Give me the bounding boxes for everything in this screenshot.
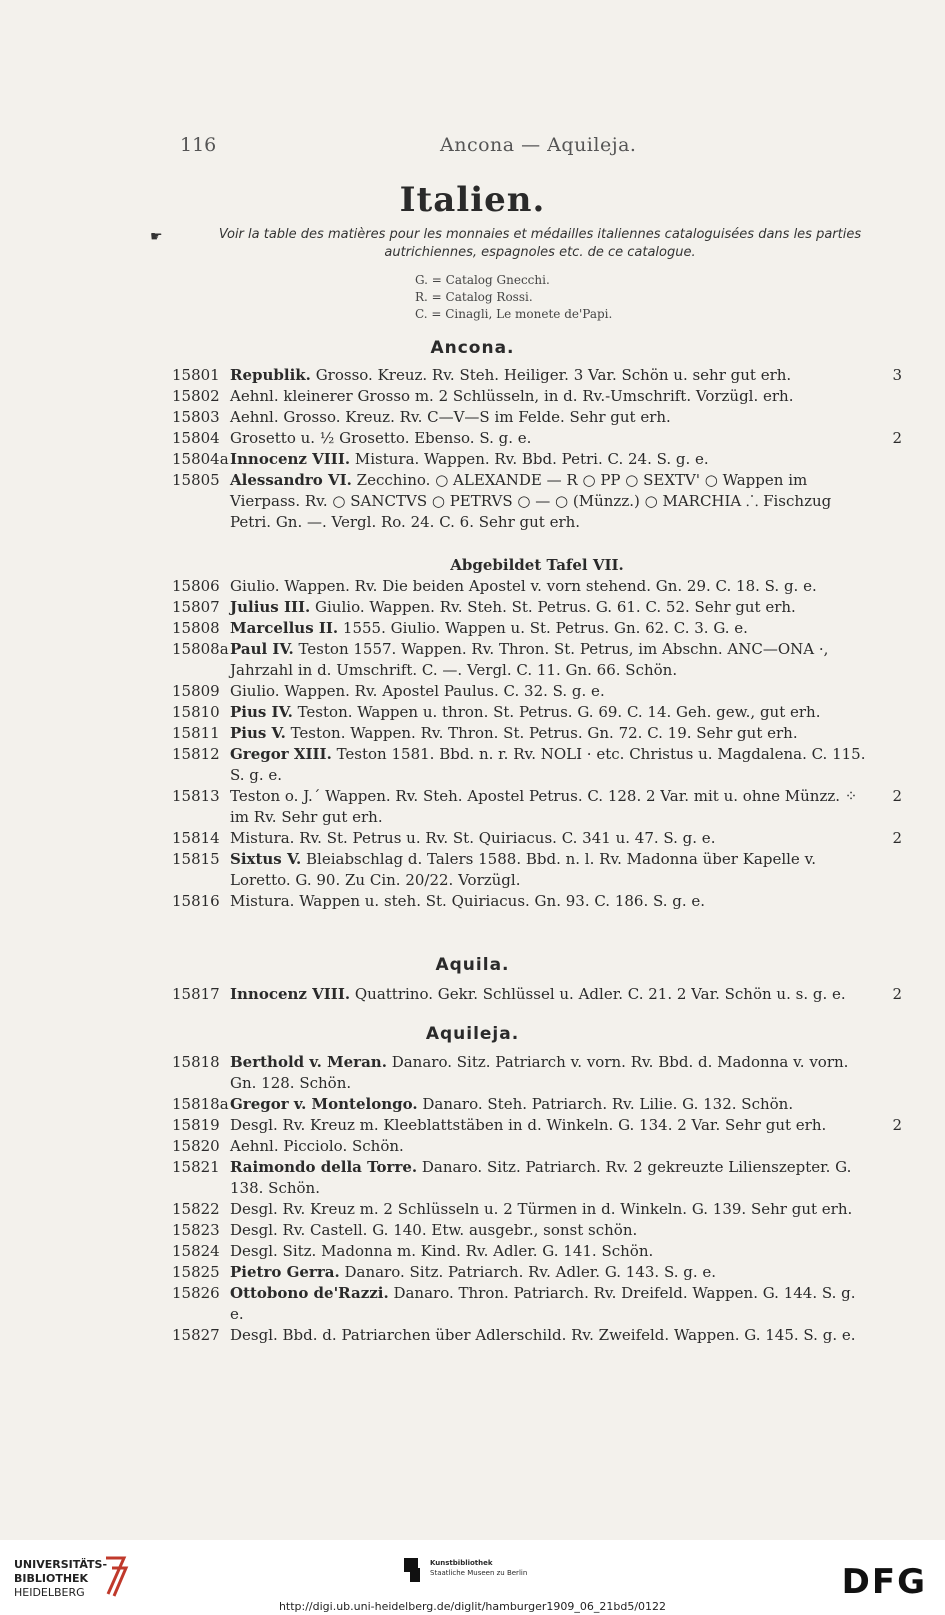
- entry-description: Mistura. Wappen. Rv. Bbd. Petri. C. 24. S. g. e.: [354, 450, 709, 468]
- catalogue-entry: [172, 1094, 902, 1115]
- entry-price: 3: [892, 366, 902, 384]
- catalogue-entry: [172, 639, 902, 681]
- ub-heidelberg-icon: [96, 1554, 130, 1600]
- abbreviation-item: G. = Catalog Gnecchi.: [415, 273, 550, 287]
- footer-bar: [0, 1540, 945, 1615]
- catalogue-entry: [172, 618, 902, 639]
- entry-number: 15802: [172, 387, 220, 405]
- entry-description: Teston 1557. Wappen. Rv. Thron. St. Petrus, im Abschn. ANC—ONA ·, Jahrzahl in d. Umschrift. C. —. Vergl. C. 11. Gn. 66. Schön.: [230, 640, 829, 679]
- entry-description: Teston 1581. Bbd. n. r. Rv. NOLI · etc. Christus u. Magdalena. C. 115. S. g. e.: [230, 745, 866, 784]
- catalogue-entry: [172, 1115, 902, 1136]
- entry-price: 2: [892, 1116, 902, 1134]
- entry-price: 2: [892, 787, 902, 805]
- entry-description: Teston. Wappen u. thron. St. Petrus. G. 69. C. 14. Geh. gew., gut erh.: [297, 703, 821, 721]
- catalogue-entry: [172, 849, 902, 891]
- entry-number: 15822: [172, 1200, 220, 1218]
- entry-number: 15815: [172, 850, 220, 868]
- ancona-entries: [172, 365, 902, 533]
- entry-description: Giulio. Wappen. Rv. Steh. St. Petrus. G. 61. C. 52. Sehr gut erh.: [315, 598, 796, 616]
- ub-heidelberg-logo-text: UNIVERSITÄTS- BIBLIOTHEK HEIDELBERG: [14, 1558, 108, 1599]
- catalogue-entry: [172, 1283, 902, 1325]
- entry-number: 15807: [172, 598, 220, 616]
- entry-ruler-name: Pius IV.: [230, 703, 293, 721]
- entry-description: Grosetto u. ½ Grosetto. Ebenso. S. g. e.: [230, 429, 532, 447]
- entry-number: 15826: [172, 1284, 220, 1302]
- catalogue-entry: [172, 470, 902, 533]
- catalogue-entry: [172, 744, 902, 786]
- dfg-logo: DFG: [841, 1562, 927, 1602]
- note-line-2: autrichiennes, espagnoles etc. de ce catalogue.: [384, 245, 696, 260]
- catalogue-entry: [172, 407, 902, 428]
- entry-number: 15805: [172, 471, 220, 489]
- catalogue-entry: [172, 597, 902, 618]
- entry-description: Aehnl. kleinerer Grosso m. 2 Schlüsseln, in d. Rv.-Umschrift. Vorzügl. erh.: [230, 387, 794, 405]
- catalogue-entry: [172, 828, 902, 849]
- entry-number: 15814: [172, 829, 220, 847]
- entry-number: 15823: [172, 1221, 220, 1239]
- entry-description: Danaro. Sitz. Patriarch v. vorn. Rv. Bbd. d. Madonna v. vorn. Gn. 128. Schön.: [230, 1053, 849, 1092]
- entry-description: 1555. Giulio. Wappen u. St. Petrus. Gn. 62. C. 3. G. e.: [342, 619, 748, 637]
- entry-description: Desgl. Rv. Kreuz m. 2 Schlüsseln u. 2 Türmen in d. Winkeln. G. 139. Sehr gut erh.: [230, 1200, 853, 1218]
- entry-number: 15811: [172, 724, 220, 742]
- page-title: Italien.: [399, 180, 546, 220]
- entry-number: 15824: [172, 1242, 220, 1260]
- catalogue-entry: [172, 1157, 902, 1199]
- entry-ruler-name: Republik.: [230, 366, 311, 384]
- entry-description: Zecchino. ○ ALEXANDE — R ○ PP ○ SEXTV' ○ Wappen im Vierpass. Rv. ○ SANCTVS ○ PETRVS ○ — ○ (Münzz.) ○ MARCHIA ⸫ Fischzug Petri. Gn. —. Vergl. Ro. 24. C. 6. Sehr gut erh.: [230, 471, 832, 531]
- entry-description: Danaro. Thron. Patriarch. Rv. Dreifeld. Wappen. G. 144. S. g. e.: [230, 1284, 856, 1323]
- entry-description: Aehnl. Picciolo. Schön.: [230, 1137, 404, 1155]
- entry-number: 15804a: [172, 450, 229, 468]
- entry-ruler-name: Innocenz VIII.: [230, 450, 351, 468]
- catalogue-entry: [172, 1262, 902, 1283]
- entry-ruler-name: Marcellus II.: [230, 619, 339, 637]
- catalogue-entry: [172, 1241, 902, 1262]
- entry-description: Mistura. Wappen u. steh. St. Quiriacus. Gn. 93. C. 186. S. g. e.: [230, 892, 706, 910]
- entry-number: 15803: [172, 408, 220, 426]
- catalogue-entry: [172, 1199, 902, 1220]
- entry-description: Giulio. Wappen. Rv. Die beiden Apostel v. vorn stehend. Gn. 29. C. 18. S. g. e.: [230, 577, 817, 595]
- entry-ruler-name: Berthold v. Meran.: [230, 1053, 387, 1071]
- catalogue-entry: [172, 428, 902, 449]
- entry-number: 15806: [172, 577, 220, 595]
- entry-price: 2: [892, 985, 902, 1003]
- entry-number: 15804: [172, 429, 220, 447]
- ancona-entries-continued: [172, 576, 902, 912]
- catalogue-entry: [172, 1220, 902, 1241]
- entry-number: 15825: [172, 1263, 220, 1281]
- catalogue-entry: [172, 723, 902, 744]
- catalogue-entry: [172, 1052, 902, 1094]
- kunstbibliothek-text: Kunstbibliothek Staatliche Museen zu Berlin: [430, 1559, 528, 1577]
- entry-ruler-name: Julius III.: [230, 598, 311, 616]
- entry-description: Aehnl. Grosso. Kreuz. Rv. C—V—S im Felde. Sehr gut erh.: [230, 408, 671, 426]
- pointing-hand-icon: ☛: [150, 229, 163, 245]
- entry-ruler-name: Raimondo della Torre.: [230, 1158, 418, 1176]
- entry-number: 15820: [172, 1137, 220, 1155]
- entry-number: 15801: [172, 366, 220, 384]
- entry-number: 15818a: [172, 1095, 229, 1113]
- catalogue-entry: [172, 891, 902, 912]
- catalogue-entry: [172, 386, 902, 407]
- aquileja-entries: [172, 1052, 902, 1346]
- entry-ruler-name: Alessandro VI.: [230, 471, 352, 489]
- note-line-1: Voir la table des matières pour les monnaies et médailles italiennes cataloguisées dans les parties: [218, 227, 862, 242]
- section-heading-aquila: Aquila.: [435, 955, 510, 975]
- entry-number: 15813: [172, 787, 220, 805]
- abbreviation-list: [415, 272, 612, 323]
- source-url-link[interactable]: http://digi.ub.uni-heidelberg.de/diglit/hamburger1909_06_21bd5/0122: [278, 1600, 667, 1613]
- entry-ruler-name: Innocenz VIII.: [230, 985, 351, 1003]
- entry-description: Giulio. Wappen. Rv. Apostel Paulus. C. 32. S. g. e.: [230, 682, 605, 700]
- entry-number: 15819: [172, 1116, 220, 1134]
- entry-ruler-name: Pietro Gerra.: [230, 1263, 340, 1281]
- entry-number: 15821: [172, 1158, 220, 1176]
- entry-description: Teston o. J.´ Wappen. Rv. Steh. Apostel Petrus. C. 128. 2 Var. mit u. ohne Münzz. ⁘ im Rv. Sehr gut erh.: [230, 787, 858, 826]
- entry-description: Mistura. Rv. St. Petrus u. Rv. St. Quiriacus. C. 341 u. 47. S. g. e.: [230, 829, 716, 847]
- entry-description: Desgl. Rv. Kreuz m. Kleeblattstäben in d. Winkeln. G. 134. 2 Var. Sehr gut erh.: [230, 1116, 827, 1134]
- entry-number: 15810: [172, 703, 220, 721]
- entry-number: 15809: [172, 682, 220, 700]
- entry-ruler-name: Gregor XIII.: [230, 745, 332, 763]
- entry-description: Danaro. Sitz. Patriarch. Rv. Adler. G. 143. S. g. e.: [344, 1263, 717, 1281]
- catalogue-entry: [172, 984, 902, 1005]
- abbreviation-item: R. = Catalog Rossi.: [415, 290, 533, 304]
- entry-number: 15812: [172, 745, 220, 763]
- entry-description: Desgl. Bbd. d. Patriarchen über Adlerschild. Rv. Zweifeld. Wappen. G. 145. S. g. e.: [230, 1326, 856, 1344]
- entry-price: 2: [892, 429, 902, 447]
- entry-description: Bleiabschlag d. Talers 1588. Bbd. n. l. Rv. Madonna über Kapelle v. Loretto. G. 90. Zu Cin. 20/22. Vorzügl.: [230, 850, 817, 889]
- section-heading-ancona: Ancona.: [430, 338, 515, 358]
- running-title: Ancona — Aquileja.: [440, 134, 637, 156]
- entry-ruler-name: Paul IV.: [230, 640, 294, 658]
- entry-description: Danaro. Steh. Patriarch. Rv. Lilie. G. 132. Schön.: [422, 1095, 794, 1113]
- catalogue-entry: [172, 576, 902, 597]
- entry-description: Quattrino. Gekr. Schlüssel u. Adler. C. 21. 2 Var. Schön u. s. g. e.: [354, 985, 846, 1003]
- entry-number: 15808: [172, 619, 220, 637]
- catalogue-entry: [172, 1325, 902, 1346]
- entry-number: 15818: [172, 1053, 220, 1071]
- entry-description: Desgl. Rv. Castell. G. 140. Etw. ausgebr., sonst schön.: [230, 1221, 638, 1239]
- plate-reference: [172, 555, 902, 576]
- catalogue-entry: [172, 786, 902, 828]
- entry-description: Grosso. Kreuz. Rv. Steh. Heiliger. 3 Var. Schön u. sehr gut erh.: [315, 366, 792, 384]
- aquila-entries: [172, 984, 902, 1005]
- page-number: 116: [180, 134, 217, 156]
- entry-ruler-name: Ottobono de'Razzi.: [230, 1284, 389, 1302]
- entry-ruler-name: Sixtus V.: [230, 850, 302, 868]
- entry-number: 15816: [172, 892, 220, 910]
- entry-ruler-name: Pius V.: [230, 724, 286, 742]
- catalogue-entry: [172, 449, 902, 470]
- abbreviation-item: C. = Cinagli, Le monete de'Papi.: [415, 307, 613, 321]
- kunstbibliothek-icon: [402, 1556, 424, 1584]
- catalogue-entry: [172, 702, 902, 723]
- entry-number: 15817: [172, 985, 220, 1003]
- plate-reference-heading: Abgebildet Tafel VII.: [450, 556, 624, 574]
- entry-description: Desgl. Sitz. Madonna m. Kind. Rv. Adler. G. 141. Schön.: [230, 1242, 654, 1260]
- entry-description: Danaro. Sitz. Patriarch. Rv. 2 gekreuzte Lilienszepter. G. 138. Schön.: [230, 1158, 852, 1197]
- catalogue-entry: [172, 365, 902, 386]
- catalogue-entry: [172, 681, 902, 702]
- entry-number: 15827: [172, 1326, 220, 1344]
- catalogue-note: [150, 226, 900, 262]
- entry-ruler-name: Gregor v. Montelongo.: [230, 1095, 418, 1113]
- entry-number: 15808a: [172, 640, 229, 658]
- section-heading-aquileja: Aquileja.: [425, 1024, 520, 1044]
- catalogue-entry: [172, 1136, 902, 1157]
- entry-description: Teston. Wappen. Rv. Thron. St. Petrus. Gn. 72. C. 19. Sehr gut erh.: [290, 724, 798, 742]
- entry-price: 2: [892, 829, 902, 847]
